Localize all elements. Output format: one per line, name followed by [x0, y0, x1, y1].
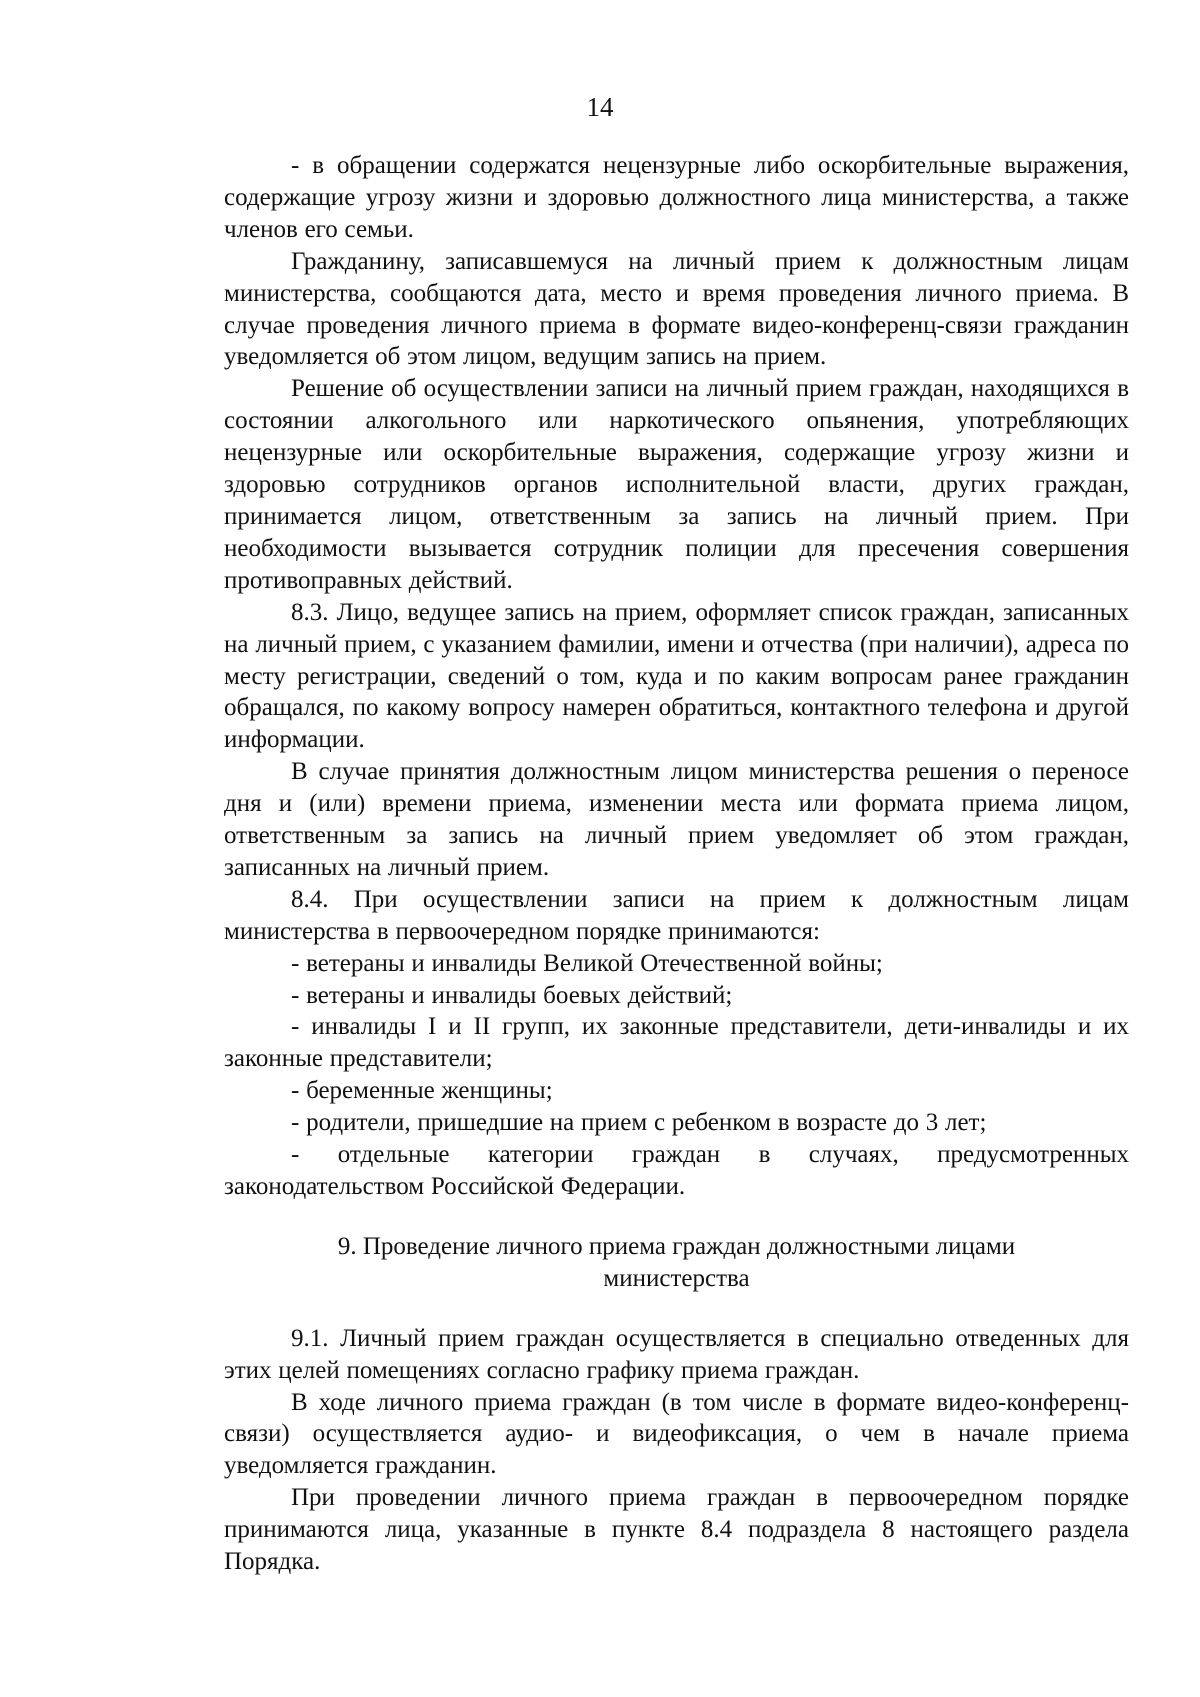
list-item-other-categories: - отдельные категории граждан в случаях, предусмотренных законодательством Российской Федерации.	[224, 1141, 1129, 1200]
document-body	[224, 150, 1129, 1578]
paragraph-9-1: 9.1. Личный прием граждан осуществляется в специально отведенных для этих целей помещениях согласно графику приема граждан.	[224, 1324, 1129, 1384]
paragraph-8-4: 8.4. При осуществлении записи на прием к должностным лицам министерства в первоочередном порядке принимаются:	[224, 885, 1129, 945]
list-item-disabled-groups: - инвалиды I и II групп, их законные представители, дети-инвалиды и их законные представители;	[224, 1013, 1129, 1073]
section-heading-line-2: министерства	[603, 1264, 750, 1292]
paragraph-8-3: 8.3. Лицо, ведущее запись на прием, оформляет список граждан, записанных на личный прием, с указанием фамилии, имени и отчества (при наличии), адреса по месту регистрации, сведений о том, куда и по каким вопросам ранее гражданин обращался, по какому вопросу намерен обратиться, контактного телефона и другой информации.	[224, 598, 1129, 754]
list-item-pregnant-women: - беременные женщины;	[291, 1077, 553, 1105]
paragraph-citizen-notification: Гражданину, записавшемуся на личный прием к должностным лицам министерства, сообщаются дата, место и время проведения личного приема. В случае проведения личного приема в формате видео-конференц-связи гражданин уведомляется об этом лицом, ведущим запись на прием.	[224, 247, 1129, 371]
section-9-heading	[224, 1231, 1129, 1295]
list-item-parents: - родители, пришедшие на прием с ребенком в возрасте до 3 лет;	[291, 1109, 987, 1137]
list-item-wwii-veterans: - ветераны и инвалиды Великой Отечественной войны;	[291, 949, 883, 977]
paragraph-intoxicated-citizens: Решение об осуществлении записи на личный прием граждан, находящихся в состоянии алкогольного или наркотического опьянения, употребляющих нецензурные или оскорбительные выражения, содержащие угрозу жизни и здоровью сотрудников органов исполнительной власти, других граждан, принимается лицом, ответственным за запись на личный прием. При необходимости вызывается сотрудник полиции для пресечения совершения противоправных действий.	[224, 375, 1129, 594]
paragraph-reschedule: В случае принятия должностным лицом министерства решения о переносе дня и (или) времени приема, изменении места или формата приема лицом, ответственным за запись на личный прием уведомляет об этом граждан, записанных на личный прием.	[224, 758, 1129, 881]
list-item-combat-veterans: - ветераны и инвалиды боевых действий;	[291, 981, 733, 1009]
paragraph-recording: В ходе личного приема граждан (в том числе в формате видео-конференц-связи) осуществляется аудио- и видеофиксация, о чем в начале приема уведомляется гражданин.	[224, 1388, 1129, 1480]
section-heading-line-1: 9. Проведение личного приема граждан должностными лицами	[337, 1232, 1016, 1260]
paragraph-priority-reception: При проведении личного приема граждан в первоочередном порядке принимаются лица, указанные в пункте 8.4 подраздела 8 настоящего раздела Порядка.	[224, 1484, 1129, 1576]
paragraph-obscene-language: - в обращении содержатся нецензурные либо оскорбительные выражения, содержащие угрозу жизни и здоровью должностного лица министерства, а также членов его семьи.	[224, 152, 1129, 243]
page-number: 14	[586, 92, 614, 122]
